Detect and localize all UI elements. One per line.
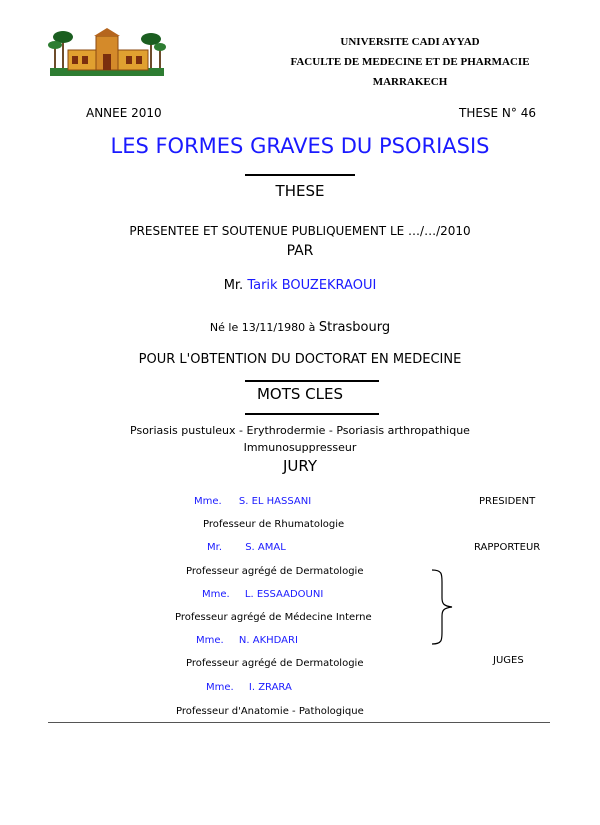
keywords-line-1: Psoriasis pustuleux - Erythrodermie - Psoriasis arthropathique: [130, 424, 470, 437]
academic-year: ANNEE 2010: [86, 106, 162, 120]
keywords-label: MOTS CLES: [256, 385, 344, 403]
bottom-divider: [48, 722, 550, 723]
author-prefix: Mr.: [223, 278, 244, 293]
birth-text: Né le 13/11/1980 à: [209, 321, 316, 334]
birth-line: [0, 320, 600, 335]
jury-name: S. AMAL: [245, 542, 286, 553]
author-line: [0, 278, 600, 293]
jury-member-name: [202, 589, 323, 600]
divider: [245, 174, 355, 176]
jury-member-name: [196, 635, 298, 646]
jury-name: L. ESSAADOUNI: [244, 589, 324, 600]
divider: [245, 413, 379, 415]
jury-civility: Mme.: [194, 496, 222, 507]
thesis-number: THESE N° 46: [458, 106, 536, 120]
jury-member-title: Professeur agrégé de Dermatologie: [186, 658, 364, 669]
birth-place: Strasbourg: [318, 320, 391, 335]
jury-member-name: [194, 496, 311, 507]
faculty-name: FACULTE DE MEDECINE ET DE PHARMACIE: [290, 56, 530, 68]
jury-member-name: [206, 682, 292, 693]
thesis-label: THESE: [275, 182, 325, 200]
city-name: MARRAKECH: [372, 76, 448, 88]
jury-name: S. EL HASSANI: [238, 496, 312, 507]
jury-member-title: Professeur agrégé de Médecine Interne: [175, 612, 372, 623]
jury-member-title: Professeur d'Anatomie - Pathologique: [176, 706, 364, 717]
jury-member-title: Professeur agrégé de Dermatologie: [186, 566, 364, 577]
purpose-line: POUR L'OBTENTION DU DOCTORAT EN MEDECINE: [138, 352, 462, 367]
jury-member-name: [207, 542, 286, 553]
jury-name: I. ZRARA: [248, 682, 292, 693]
author-name: Tarik BOUZEKRAOUI: [247, 278, 377, 293]
role-juges: JUGES: [493, 655, 524, 666]
jury-civility: Mr.: [207, 542, 222, 553]
jury-civility: Mme.: [206, 682, 234, 693]
jury-name: N. AKHDARI: [238, 635, 298, 646]
jury-member-title: Professeur de Rhumatologie: [203, 519, 345, 530]
role-rapporteur: RAPPORTEUR: [474, 542, 541, 553]
curly-brace-icon: [428, 568, 458, 646]
keywords-line-2: Immunosuppresseur: [243, 441, 357, 454]
par-label: PAR: [286, 243, 314, 259]
presentation-line: PRESENTEE ET SOUTENUE PUBLIQUEMENT LE …/…/2010: [129, 224, 471, 238]
jury-civility: Mme.: [202, 589, 230, 600]
divider: [245, 380, 379, 382]
thesis-title: LES FORMES GRAVES DU PSORIASIS: [110, 134, 490, 158]
jury-civility: Mme.: [196, 635, 224, 646]
role-president: PRESIDENT: [479, 496, 536, 507]
university-name: UNIVERSITE CADI AYYAD: [340, 36, 480, 48]
jury-label: JURY: [282, 457, 318, 475]
faculty-building-logo: [48, 22, 166, 78]
